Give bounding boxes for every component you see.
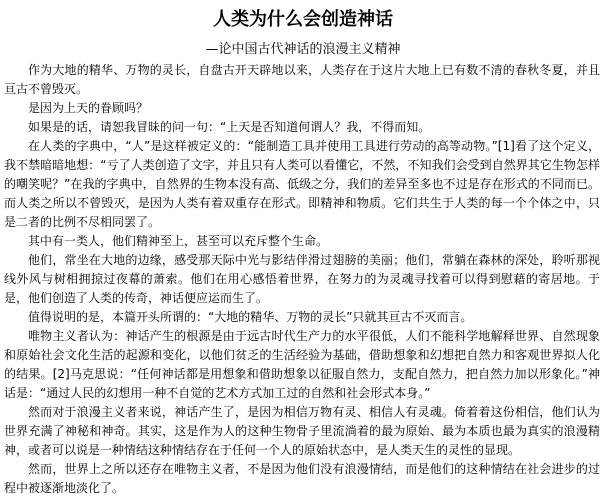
article-subtitle: —论中国古代神话的浪漫主义精神 [205, 42, 401, 57]
paragraph: 其中有一类人，他们精神至上，甚至可以充斥整个生命。 [28, 234, 329, 248]
paragraph: 然而对于浪漫主义者来说，神话产生了，是因为相信万物有灵、相信人有灵魂。倚着着这份相信，他们认为世界充满了神秘和神奇。其实，这是作为人的这种生物骨子里流淌着的最为原始、最为本质也最为真实的浪漫精神，或者可以说是一种情结这种情结存在于任何一个人的原始状态中，是人类天生的灵性的显现。 [4, 405, 600, 457]
paragraph: 然而，世界上之所以还存在唯物主义者，不是因为他们没有浪漫情结，而是他们的这种情结在社会进步的过程中被逐渐地淡化了。 [4, 462, 600, 495]
paragraph: 是因为上天的眷顾吗？ [28, 101, 149, 115]
paragraph: 如果是的话，请恕我冒昧的问一句：“上天是否知道何谓人？我，不得而知。 [28, 120, 431, 134]
paragraph: 唯物主义者认为：神话产生的根源是由于远古时代生产力的水平很低，人们不能科学地解释世界、自然现象和原始社会文化生活的起源和变化，以他们贫乏的生活经验为基础，借助想象和幻想把自然力和客观世界拟人化的结果。[2]马克思说：“任何神话都是用想象和借助想象以征服自然力，支配自然力，把自然力加以形象化。”神话是：“通过人民的幻想用一种不自觉的艺术方式加工过的自然和社会形式本身。” [4, 329, 600, 400]
paragraph: 值得说明的是，本篇开头所谓的：“大地的精华、万物的灵长”只就其亘古不灭而言。 [28, 310, 473, 324]
paragraph: 在人类的字典中，“人”是这样被定义的：“能制造工具并使用工具进行劳动的高等动物。”[1]看了这个定义，我不禁暗暗地想：“亏了人类创造了文字，并且只有人类可以看懂它，不然，不知我们会受到自然界其它生物怎样的嘲笑呢？”在我的字典中，自然界的生物本没有高、低级之分，我们的差异至多也不过是存在形式的不同而已。而人类之所以不曾毁灭，是因为人类有着双重存在形式。即精神和物质。它们共生于人类的每一个个体之中，只是二者的比例不尽相同罢了。 [4, 139, 600, 229]
article-title: 人类为什么会创造神话 [213, 9, 393, 30]
article-body [0, 61, 606, 498]
paragraph: 作为大地的精华、万物的灵长，自盘古开天辟地以来，人类存在于这片大地上已有数不清的春秋冬夏，并且亘古不曾毁灭。 [4, 63, 600, 96]
paragraph: 他们，常坐在大地的边缘，感受那天际中光与影结伴滑过翅膀的美丽；他们，常躺在森林的深处，聆听那视线外风与树相拥掠过夜幕的萧索。他们在用心感悟着世界，在努力的为灵魂寻找着可以得到慰藉的寄居地。于是，他们创造了人类的传奇，神话便应运而生了。 [4, 253, 600, 305]
